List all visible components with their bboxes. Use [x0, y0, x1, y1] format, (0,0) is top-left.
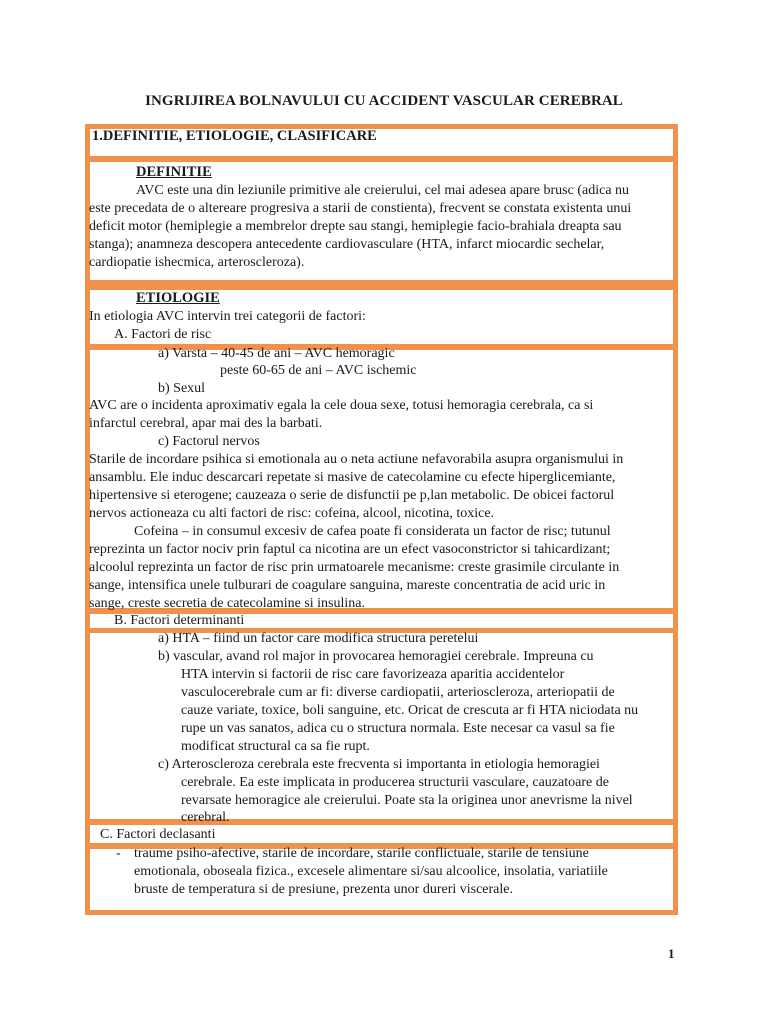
factori-determinanti-title: B. Factori determinanti [114, 613, 245, 628]
declasanti-text: traume psiho-afective, starile de incordare, starile conflictuale, starile de tensiune [134, 846, 589, 861]
etiologie-heading: ETIOLOGIE [136, 290, 220, 306]
risc-text: AVC are o incidenta aproximativ egala la cele doua sexe, totusi hemoragia cerebrala, ca si [89, 398, 594, 413]
risc-text: ansamblu. Ele induc descarcari repetate si masive de catecolamine cu efecte hiperglicemiante, [89, 470, 616, 485]
determinanti-text: rupe un vas sanatos, adica cu o structura normala. Este necesar ca vasul sa fie [181, 721, 615, 736]
risc-text: hipertensive si eterogene; cauzeaza o serie de disfunctii pe p,lan metabolic. De obicei factorul [89, 488, 615, 503]
determinanti-text: cauze variate, toxice, boli sanguine, etc. Oricat de crescuta ar fi HTA niciodata nu [181, 703, 639, 718]
risc-text: Cofeina – in consumul excesiv de cafea poate fi considerata un factor de risc; tutunul [134, 524, 611, 539]
declasanti-bullet: - [116, 846, 121, 861]
risc-text: reprezinta un factor nociv prin faptul ca nicotina are un efect vasoconstrictor si tahicardizant; [89, 542, 611, 557]
declasanti-text: emotionala, oboseala fizica., excesele alimentare si/sau alcoolice, insolatia, variatiile [134, 864, 608, 879]
risc-item: peste 60-65 de ani – AVC ischemic [220, 363, 417, 378]
determinanti-text: vasculocerebrale cum ar fi: diverse cardiopatii, arterioscleroza, arteriopatii de [181, 685, 615, 700]
risc-item: b) Sexul [158, 381, 206, 396]
determinanti-item: a) HTA – fiind un factor care modifica structura peretelui [158, 631, 479, 646]
declasanti-text: bruste de temperatura si de presiune, prezenta unor dureri viscerale. [134, 882, 513, 897]
risc-text: infarctul cerebral, apar mai des la barbati. [89, 416, 323, 431]
risc-text: nervos actioneaza cu alti factori de risc: cofeina, alcool, nicotina, toxice. [89, 506, 495, 521]
definitie-line: AVC este una din leziunile primitive ale creierului, cel mai adesea apare brusc (adica nu [136, 183, 630, 198]
risc-text: Starile de incordare psihica si emotionala au o neta actiune nefavorabila asupra organismului in [89, 452, 624, 467]
definitie-line: cardiopatie ishecmica, arteroscleroza). [89, 255, 305, 270]
determinanti-text: revarsate hemoragice ale creierului. Poate sta la originea unor anevrisme la nivel [181, 793, 633, 808]
risc-text: sange, intensifica unele tulburari de coagulare sanguina, mareste concentratia de acid uric in [89, 578, 606, 593]
definitie-line: deficit motor (hemiplegie a membrelor drepte sau stangi, hemiplegie facio-brahiala dreapta sau [89, 219, 622, 234]
determinanti-text: cerebral. [181, 810, 230, 825]
definitie-line: este precedata de o altereare progresiva a starii de constienta), frecvent se constata existenta unui [89, 201, 632, 216]
risc-text: sange, creste secretia de catecolamine si insulina. [89, 596, 365, 611]
risc-item: a) Varsta – 40-45 de ani – AVC hemoragic [158, 346, 395, 361]
risc-item: c) Factorul nervos [158, 434, 260, 449]
factori-risc-title: A. Factori de risc [114, 327, 212, 342]
determinanti-text: modificat structural ca sa fie rupt. [181, 739, 370, 754]
page-number: 1 [668, 946, 675, 961]
risc-text: alcoolul reprezinta un factor de risc prin urmatoarele mecanisme: creste grasimile circulante in [89, 560, 620, 575]
determinanti-text: cerebrale. Ea este implicata in producerea structurii vasculare, cauzatoare de [181, 775, 609, 790]
definitie-heading: DEFINITIE [136, 164, 212, 180]
document-title: INGRIJIREA BOLNAVULUI CU ACCIDENT VASCULAR CEREBRAL [145, 93, 623, 109]
determinanti-text: HTA intervin si factorii de risc care favorizeaza aparitia accidentelor [181, 667, 565, 682]
determinanti-item: c) Arteroscleroza cerebrala este frecventa si importanta in etiologia hemoragiei [158, 757, 600, 772]
definitie-line: stanga); anamneza descopera antecedente cardiovasculare (HTA, infarct miocardic sechelar, [89, 237, 605, 252]
section-title: 1.DEFINITIE, ETIOLOGIE, CLASIFICARE [92, 128, 377, 144]
factori-declasanti-title: C. Factori declasanti [100, 827, 216, 842]
etiologie-intro: In etiologia AVC intervin trei categorii de factori: [89, 309, 366, 324]
determinanti-item: b) vascular, avand rol major in provocarea hemoragiei cerebrale. Impreuna cu [158, 649, 594, 664]
